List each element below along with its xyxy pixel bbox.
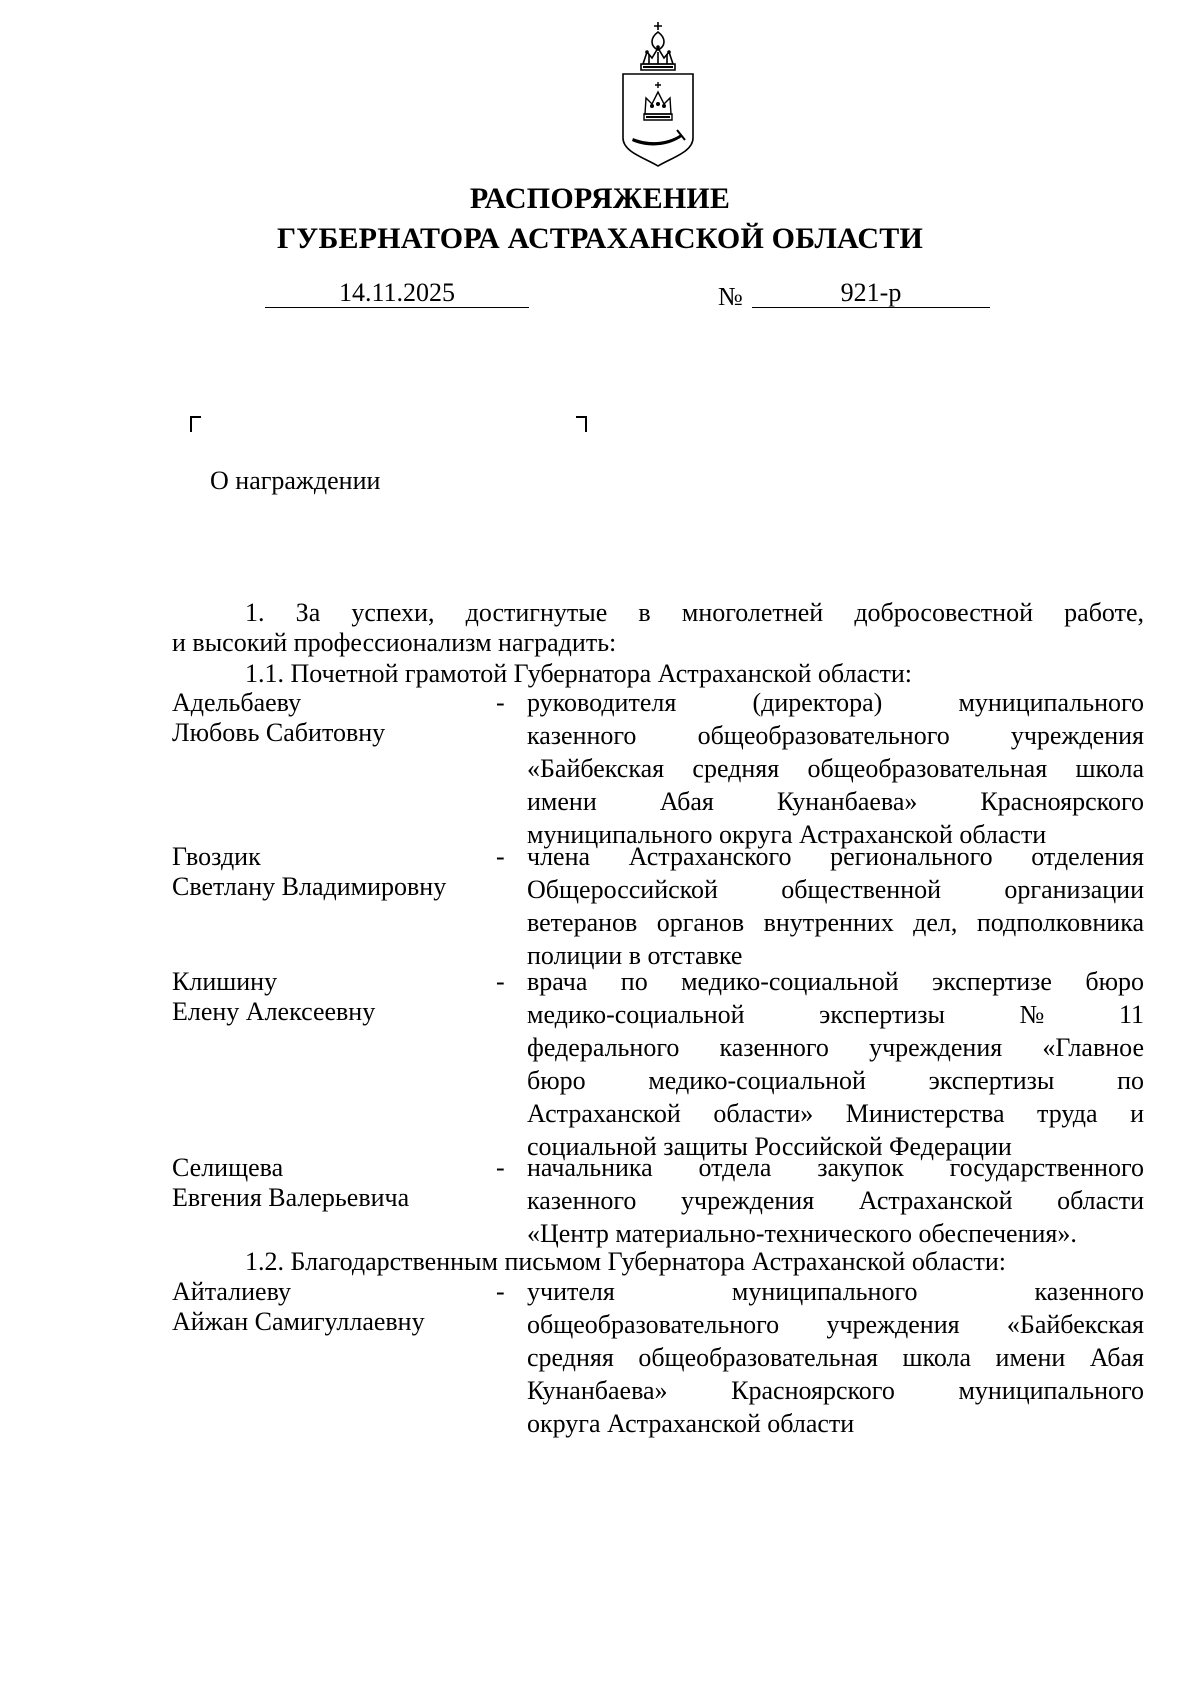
position-line: учителя муниципального казенного [527,1277,1144,1306]
section-1-1-heading: 1.1. Почетной грамотой Губернатора Астраханской области: [245,659,913,688]
position-line: Общероссийской общественной организации [527,875,1144,904]
position-line: общеобразовательного учреждения «Байбекская [527,1310,1144,1339]
document-type-title: РАСПОРЯЖЕНИЕ [469,182,731,215]
position-line: федерального казенного учреждения «Главное [527,1033,1144,1062]
position-line: Кунанбаева» Красноярского муниципального [527,1376,1144,1405]
position-line: «Байбекская средняя общеобразовательная школа [527,754,1144,783]
awardee-position [527,1275,1144,1440]
position-line: Астраханской области» Министерства труда и [527,1099,1144,1128]
paragraph-1-line-1: 1. За успехи, достигнутые в многолетней добросовестной работе, [245,598,1144,627]
date-underline [265,307,529,308]
position-line: казенного общеобразовательного учреждения [527,721,1144,750]
document-subject: О награждении [210,466,381,495]
subject-corner-right [576,416,587,432]
awardee-dash: - [496,688,505,717]
awardee-dash: - [496,1277,505,1306]
document-date: 14.11.2025 [338,278,456,307]
position-line: полиции в отставке [527,941,743,970]
awardee-surname: Гвоздик [172,842,261,871]
position-line: бюро медико-социальной экспертизы по [527,1066,1144,1095]
awardee-position [527,965,1144,1163]
awardee-given-names: Евгения Валерьевича [172,1183,410,1212]
awardee-dash: - [496,1153,505,1182]
position-line: руководителя (директора) муниципального [527,688,1144,717]
number-underline [752,307,990,308]
awardee-dash: - [496,967,505,996]
position-line: ветеранов органов внутренних дел, подполковника [527,908,1144,937]
awardee-surname: Селищева [172,1153,284,1182]
awardee-given-names: Светлану Владимировну [172,872,447,901]
issuer-title: ГУБЕРНАТОРА АСТРАХАНСКОЙ ОБЛАСТИ [276,222,924,255]
awardee-surname: Адельбаеву [172,688,302,717]
position-line: «Центр материально-технического обеспечения». [527,1219,1077,1248]
position-line: начальника отдела закупок государственного [527,1153,1144,1182]
subject-corner-left [190,416,201,432]
awardee-position [527,1151,1144,1250]
position-line: муниципального округа Астраханской области [527,820,1047,849]
awardee-position [527,840,1144,972]
awardee-position [527,686,1144,851]
awardee-given-names: Елену Алексеевну [172,997,376,1026]
number-sign: № [718,282,743,311]
position-line: врача по медико-социальной экспертизе бюро [527,967,1144,996]
position-line: члена Астраханского регионального отделения [527,842,1144,871]
awardee-given-names: Айжан Самигуллаевну [172,1307,425,1336]
awardee-surname: Айталиеву [172,1277,291,1306]
position-line: социальной защиты Российской Федерации [527,1132,1012,1161]
awardee-surname: Клишину [172,967,278,996]
position-line: медико-социальной экспертизы № 11 [527,1000,1144,1029]
position-line: средняя общеобразовательная школа имени Абая [527,1343,1144,1372]
astrakhan-coat-of-arms-icon [619,20,697,170]
document-number: 921-р [840,278,902,307]
section-1-2-heading: 1.2. Благодарственным письмом Губернатора Астраханской области: [245,1247,1006,1276]
awardee-given-names: Любовь Сабитовну [172,718,386,747]
awardee-dash: - [496,842,505,871]
position-line: имени Абая Кунанбаева» Красноярского [527,787,1144,816]
position-line: казенного учреждения Астраханской области [527,1186,1144,1215]
paragraph-1-line-2: и высокий профессионализм наградить: [172,628,617,657]
position-line: округа Астраханской области [527,1409,855,1438]
